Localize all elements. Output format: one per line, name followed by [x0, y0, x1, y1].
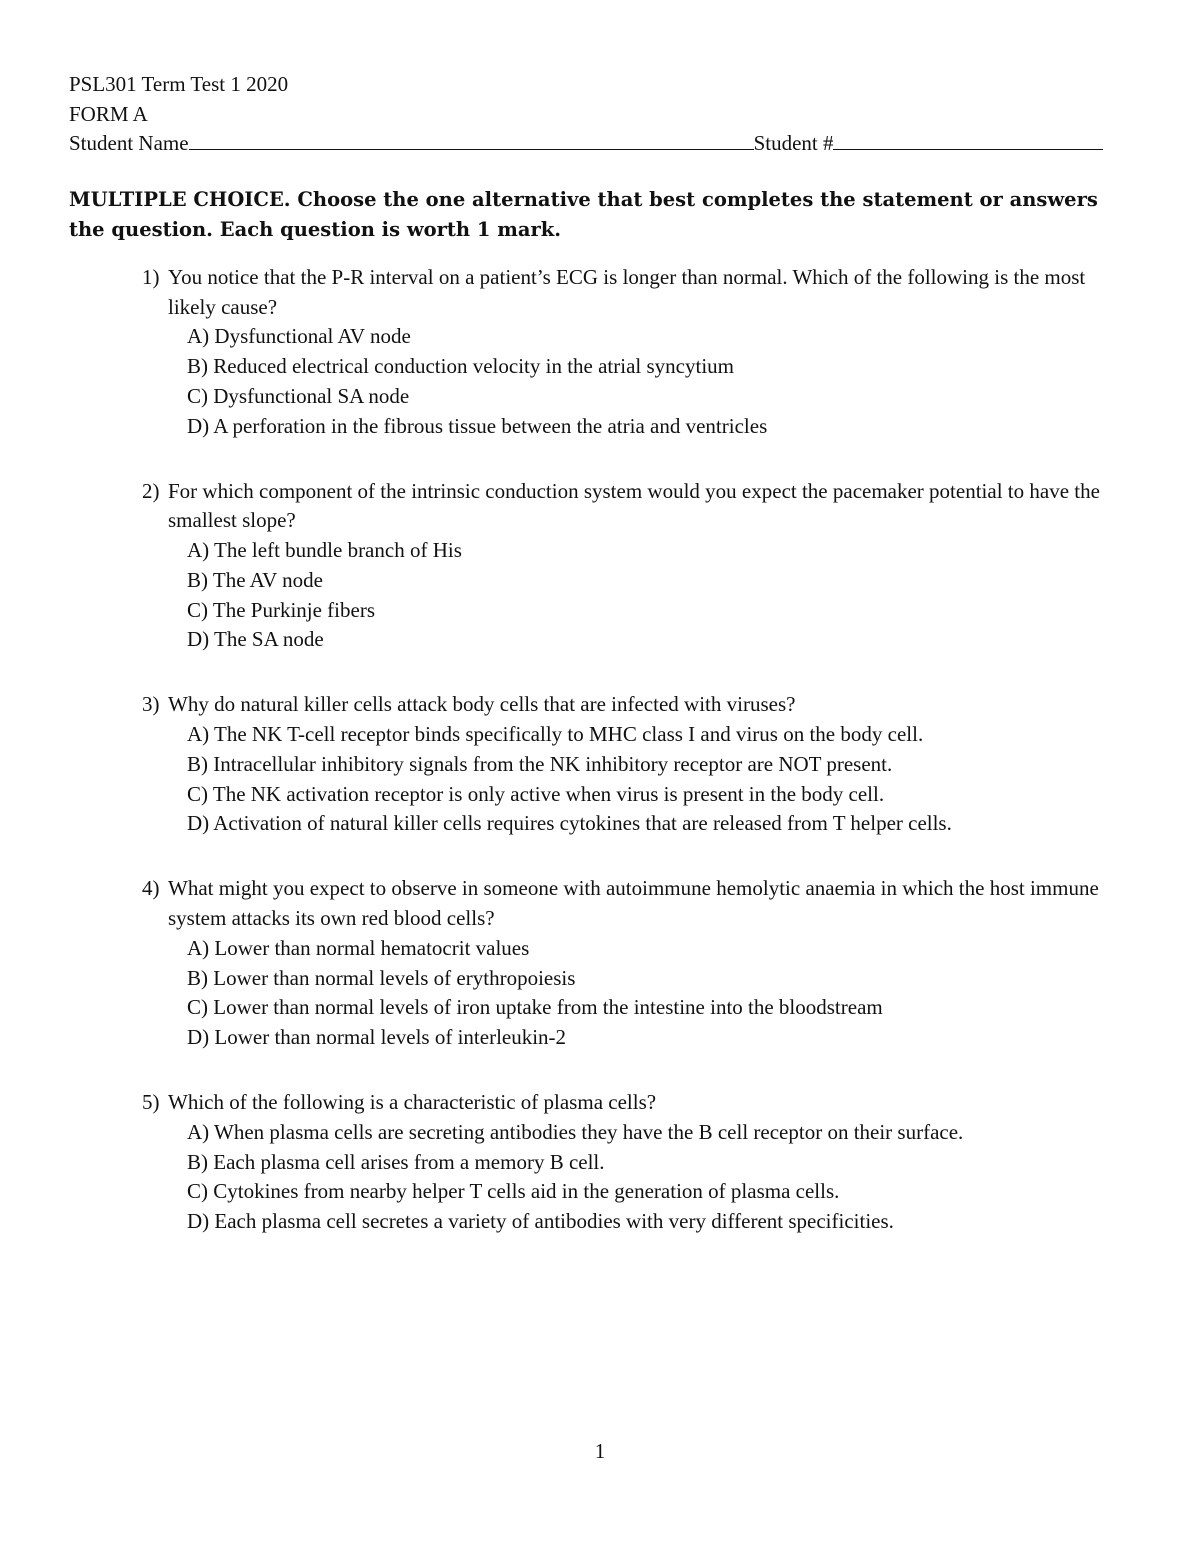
question-2 [142, 477, 1122, 655]
question-text: Which of the following is a characteristic of plasma cells? [168, 1090, 657, 1115]
question-stem [142, 1088, 1122, 1118]
option-list [187, 1118, 1122, 1237]
option-d: D) The SA node [187, 627, 324, 652]
option-c: C) Dysfunctional SA node [187, 383, 410, 408]
question-stem [142, 690, 1122, 720]
question-stem [142, 874, 1122, 933]
question-number: 5) [142, 1090, 160, 1115]
question-text: For which component of the intrinsic conduction system would you expect the pacemaker potential to have the smallest slope? [168, 478, 1100, 533]
option-d: D) A perforation in the fibrous tissue between the atria and ventricles [187, 413, 768, 438]
student-name-label: Student Name [69, 131, 189, 155]
option-b: B) Intracellular inhibitory signals from the NK inhibitory receptor are NOT present. [187, 751, 893, 776]
option-a: A) Lower than normal hematocrit values [187, 935, 530, 960]
question-4 [142, 874, 1122, 1052]
question-text: You notice that the P-R interval on a patient’s ECG is longer than normal. Which of the following is the most likely cause? [168, 265, 1086, 319]
option-c: C) Cytokines from nearby helper T cells aid in the generation of plasma cells. [187, 1179, 840, 1204]
option-list [187, 322, 1122, 441]
form-label: FORM A [69, 101, 148, 126]
option-a: A) The left bundle branch of His [187, 538, 462, 563]
page-number: 1 [594, 1439, 606, 1463]
question-3 [142, 690, 1122, 839]
question-1 [142, 263, 1122, 441]
option-d: D) Lower than normal levels of interleukin-2 [187, 1024, 567, 1049]
question-text: What might you expect to observe in someone with autoimmune hemolytic anaemia in which the host immune system attacks its own red blood cells? [168, 876, 1099, 931]
option-list [187, 720, 1122, 839]
student-name-blank [189, 129, 754, 150]
option-b: B) Reduced electrical conduction velocity in the atrial syncytium [187, 354, 734, 379]
option-c: C) The Purkinje fibers [187, 597, 375, 622]
option-a: A) Dysfunctional AV node [187, 324, 411, 349]
option-list [187, 934, 1122, 1053]
option-list [187, 536, 1122, 655]
option-b: B) Lower than normal levels of erythropoiesis [187, 965, 576, 990]
student-number-blank [833, 129, 1103, 150]
instructions: MULTIPLE CHOICE. Choose the one alternative that best completes the statement or answers the question. Each question is worth 1 mark. [69, 188, 1098, 241]
option-d: D) Each plasma cell secretes a variety of antibodies with very different specificities. [187, 1208, 894, 1233]
question-number: 4) [142, 876, 160, 901]
question-list [142, 263, 1122, 1272]
option-d: D) Activation of natural killer cells requires cytokines that are released from T helper cells. [187, 811, 952, 836]
option-c: C) Lower than normal levels of iron uptake from the intestine into the bloodstream [187, 995, 883, 1020]
question-5 [142, 1088, 1122, 1237]
question-stem [142, 477, 1122, 536]
option-a: A) When plasma cells are secreting antibodies they have the B cell receptor on their surface. [187, 1119, 964, 1144]
question-number: 1) [142, 265, 160, 289]
question-number: 3) [142, 692, 160, 717]
question-text: Why do natural killer cells attack body cells that are infected with viruses? [168, 692, 796, 717]
question-stem [142, 263, 1122, 322]
option-b: B) Each plasma cell arises from a memory B cell. [187, 1149, 605, 1174]
question-number: 2) [142, 478, 160, 503]
exam-header [69, 70, 1129, 159]
student-info-row [69, 129, 1129, 159]
student-number-label: Student # [753, 131, 834, 155]
option-b: B) The AV node [187, 567, 323, 592]
option-c: C) The NK activation receptor is only active when virus is present in the body cell. [187, 781, 885, 806]
course-title: PSL301 Term Test 1 2020 [69, 72, 289, 96]
option-a: A) The NK T-cell receptor binds specifically to MHC class I and virus on the body cell. [187, 722, 924, 747]
